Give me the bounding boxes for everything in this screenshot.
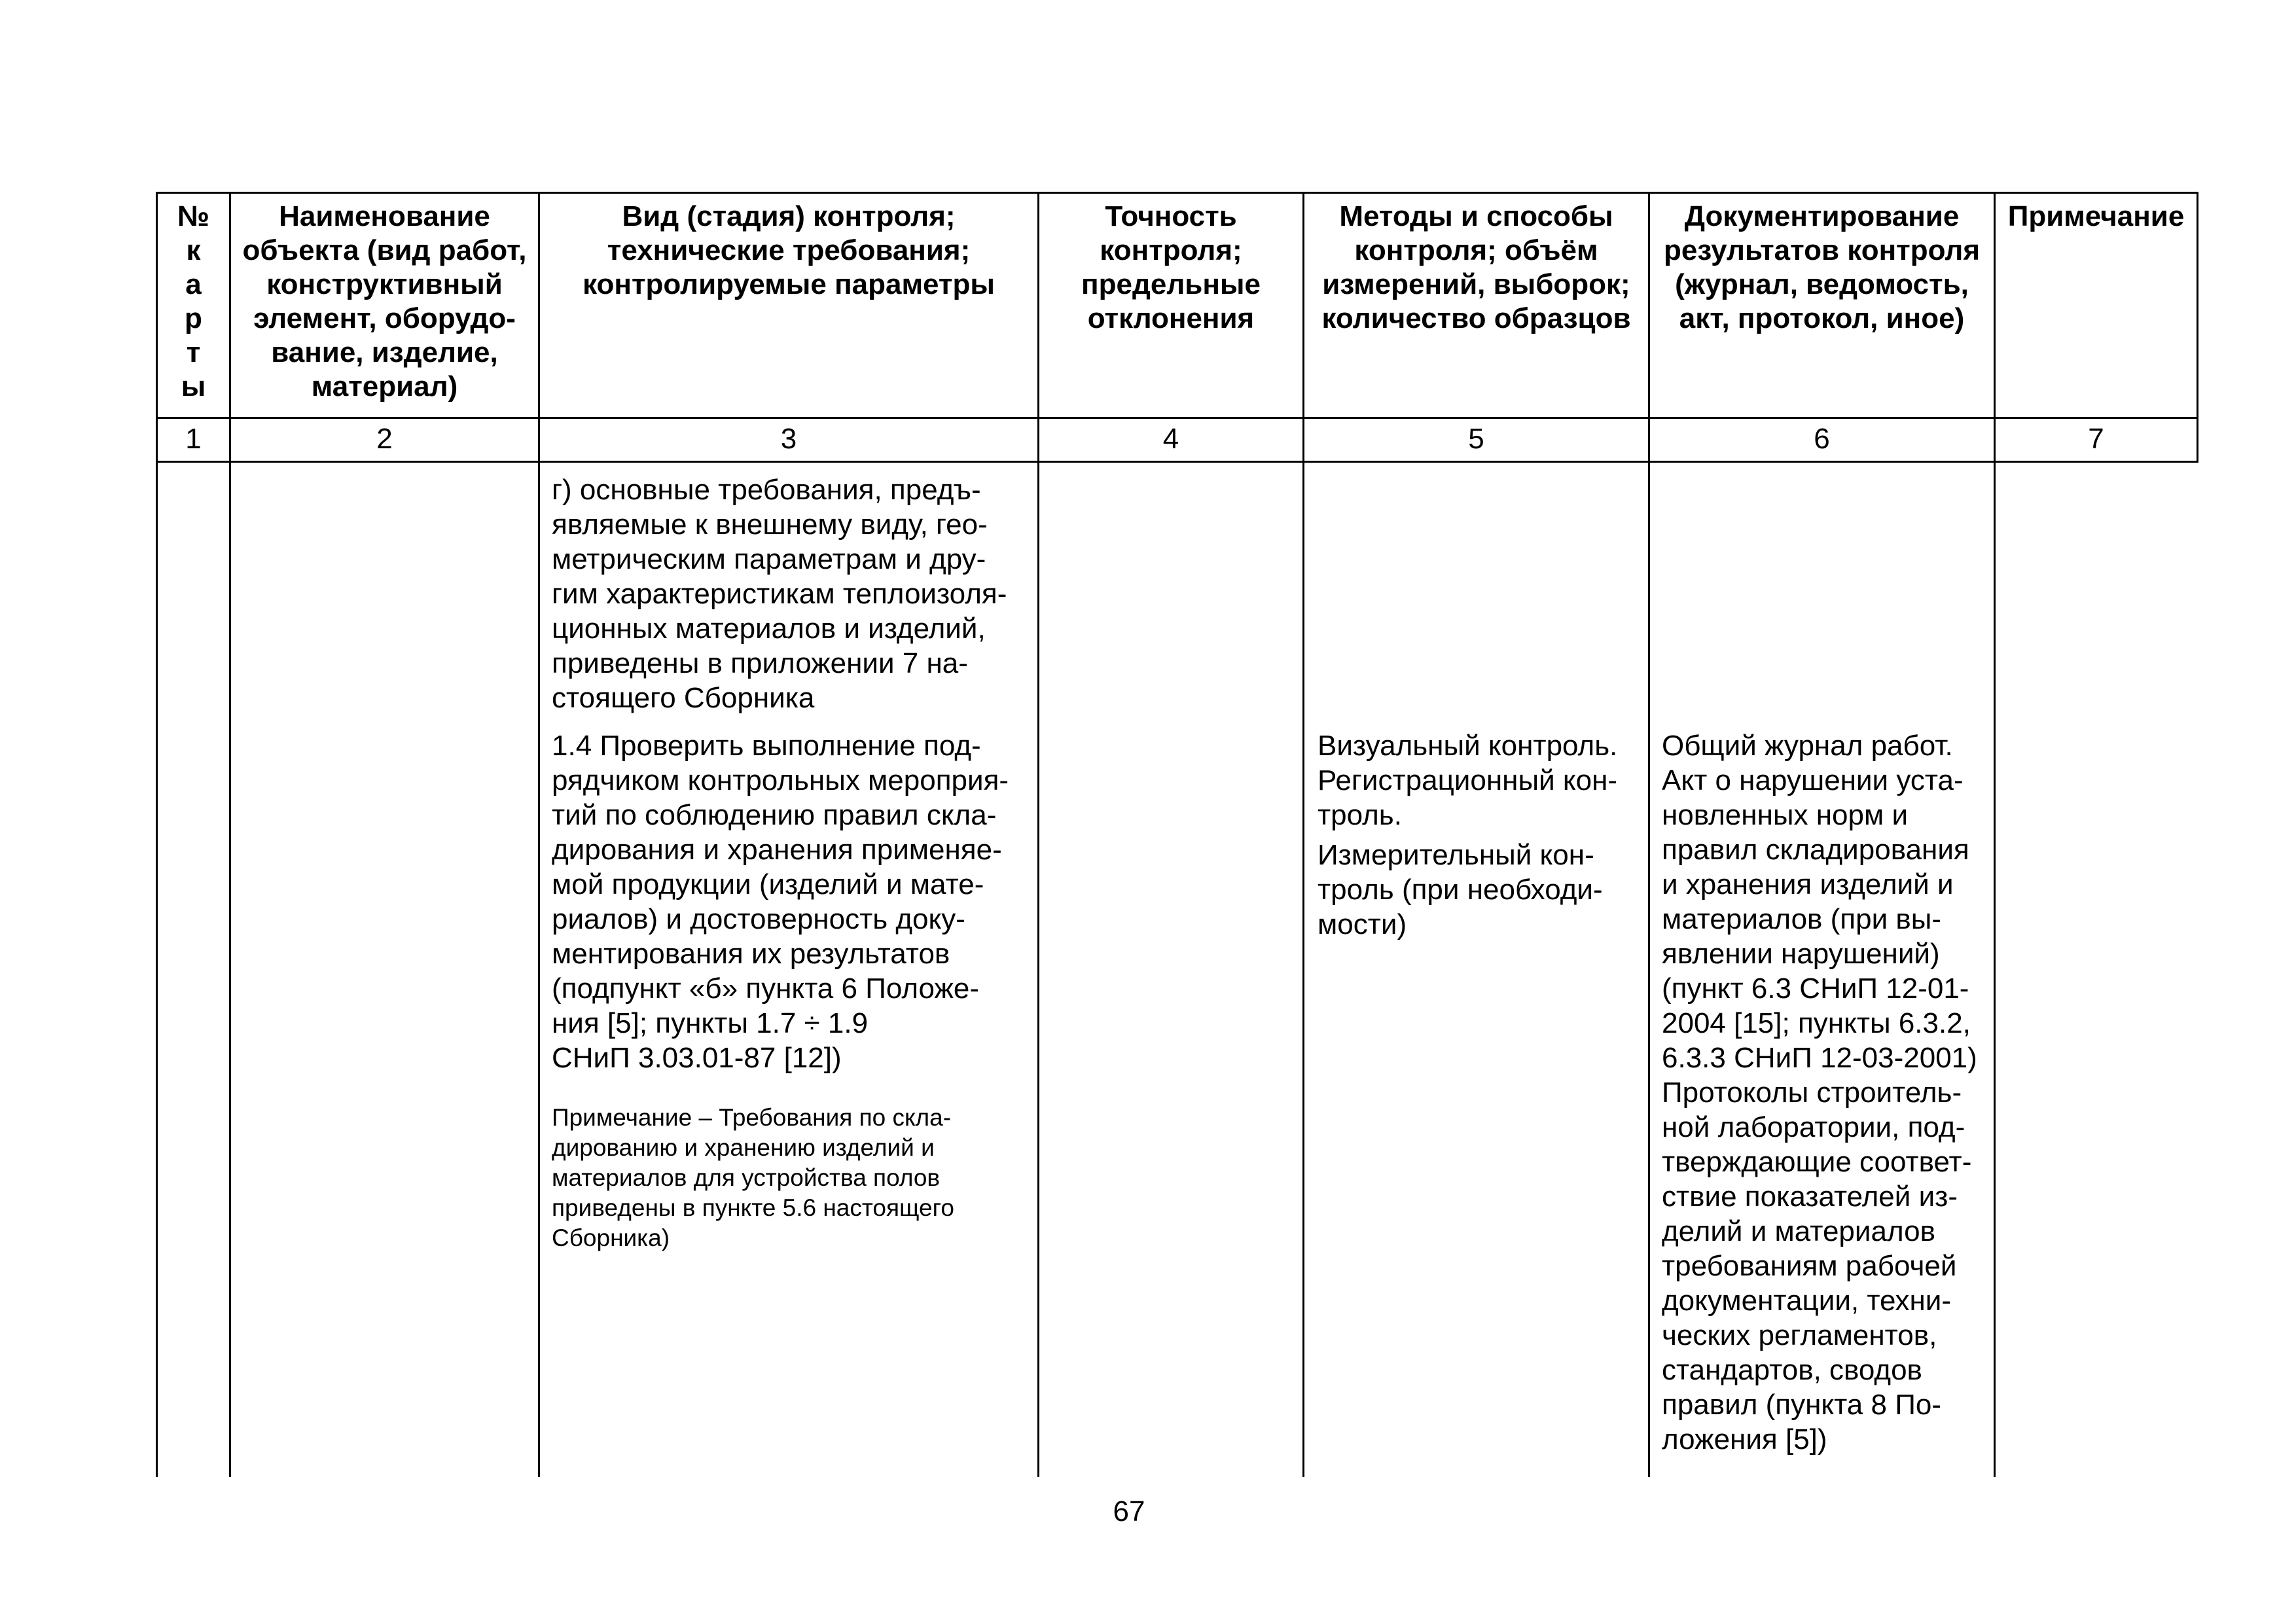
col6-line: делий и материалов	[1662, 1215, 1935, 1247]
col3-line: 1.4 Проверить выполнение под-	[552, 730, 981, 762]
col3-note-line: приведены в пункте 5.6 настоящего	[552, 1194, 954, 1221]
col6-line: ствие показателей из-	[1662, 1181, 1958, 1213]
column-number-7: 7	[2088, 423, 2104, 455]
header-col-documentation: Документирование результатов контроля (журнал, ведомость, акт, протокол, иное)	[1663, 200, 1980, 334]
col5-line: троль.	[1318, 799, 1402, 831]
col-border-right	[2197, 193, 2198, 461]
col6-line: явлении нарушений)	[1662, 938, 1940, 970]
header-col-methods: Методы и способы контроля; объём измерений, выборок; количество образцов	[1321, 200, 1631, 334]
col3-line: ния [5]; пункты 1.7 ÷ 1.9	[552, 1007, 869, 1039]
col3-note-line: Сборника)	[552, 1224, 670, 1251]
column-number-3: 3	[780, 423, 797, 455]
column-number-6: 6	[1814, 423, 1830, 455]
col5-methods-block	[1318, 728, 1645, 942]
col3-note-block	[552, 1103, 1030, 1253]
col6-line: требованиям рабочей	[1662, 1250, 1957, 1282]
col-border-2-3	[538, 193, 540, 1477]
header-col-accuracy: Точность контроля; предельные отклонения	[1081, 200, 1261, 334]
col-border-4-5	[1302, 193, 1304, 1477]
col5-line: троль (при необходи-	[1318, 874, 1603, 906]
col3-note-line: дированию и хранению изделий и	[552, 1134, 935, 1161]
col6-line: 2004 [15]; пункты 6.3.2,	[1662, 1007, 1971, 1039]
col6-line: ческих регламентов,	[1662, 1319, 1937, 1351]
col6-line: Акт о нарушении уста-	[1662, 764, 1964, 796]
col3-line: рядчиком контрольных мероприя-	[552, 764, 1009, 796]
col6-line: правил (пункта 8 По-	[1662, 1389, 1941, 1421]
col5-line: Измерительный кон-	[1318, 839, 1594, 871]
col6-line: новленных норм и	[1662, 799, 1909, 831]
col3-note-line: материалов для устройства полов	[552, 1164, 941, 1191]
col3-line: стоящего Сборника	[552, 682, 815, 714]
numbers-row-bottom-border	[156, 461, 2198, 463]
col3-line: приведены в приложении 7 на-	[552, 647, 968, 679]
col6-line: документации, техни-	[1662, 1285, 1952, 1317]
col3-line: тий по соблюдению правил скла-	[552, 799, 997, 831]
col6-line: материалов (при вы-	[1662, 903, 1942, 935]
col5-line: мости)	[1318, 908, 1407, 940]
col6-line: ной лаборатории, под-	[1662, 1111, 1965, 1143]
col3-line: ментирования их результатов	[552, 938, 950, 970]
col6-line: Протоколы строитель-	[1662, 1077, 1962, 1109]
col3-requirements-block	[552, 473, 1030, 715]
col6-line: (пункт 6.3 СНиП 12-01-	[1662, 972, 1969, 1005]
col6-line: ложения [5])	[1662, 1423, 1827, 1455]
col6-line: тверждающие соответ-	[1662, 1146, 1972, 1178]
col3-line: (подпункт «б» пункта 6 Положе-	[552, 972, 980, 1005]
col6-line: и хранения изделий и	[1662, 868, 1954, 901]
col-border-3-4	[1037, 193, 1039, 1477]
header-bottom-border	[156, 417, 2198, 419]
col3-line: г) основные требования, предъ-	[552, 474, 981, 506]
column-number-1: 1	[185, 423, 202, 455]
col3-line: ционных материалов и изделий,	[552, 613, 986, 645]
col3-line: СНиП 3.03.01-87 [12])	[552, 1042, 842, 1074]
col-border-6-7	[1994, 193, 1996, 1477]
col6-documentation-block	[1662, 728, 1992, 1457]
col3-line: мой продукции (изделий и мате-	[552, 868, 984, 901]
column-number-2: 2	[376, 423, 393, 455]
col5-line: Визуальный контроль.	[1318, 730, 1618, 762]
header-col-card-number: № к а р т ы	[177, 200, 210, 402]
header-col-object-name: Наименование объекта (вид работ, конструктивный элемент, оборудо- вание, изделие, материал)	[242, 200, 527, 402]
page-number: 67	[1113, 1495, 1145, 1527]
col3-line: риалов) и достоверность доку-	[552, 903, 965, 935]
col5-line: Регистрационный кон-	[1318, 764, 1618, 796]
col6-line: 6.3.3 СНиП 12-03-2001)	[1662, 1042, 1977, 1074]
col3-note-line: Примечание – Требования по скла-	[552, 1104, 952, 1131]
col6-line: Общий журнал работ.	[1662, 730, 1953, 762]
col3-line: метрическим параметрам и дру-	[552, 543, 986, 575]
header-col-note: Примечание	[2007, 200, 2185, 232]
col-border-5-6	[1648, 193, 1650, 1477]
col3-line: гим характеристикам теплоизоля-	[552, 578, 1007, 610]
column-number-4: 4	[1162, 423, 1179, 455]
col6-line: правил складирования	[1662, 834, 1969, 866]
column-number-5: 5	[1468, 423, 1484, 455]
col3-check-block	[552, 728, 1030, 1075]
table-top-border	[156, 192, 2198, 194]
header-col-control-type: Вид (стадия) контроля; технические требования; контролируемые параметры	[583, 200, 995, 300]
col6-line: стандартов, сводов	[1662, 1354, 1922, 1386]
col3-line: дирования и хранения применяе-	[552, 834, 1002, 866]
col3-line: являемые к внешнему виду, гео-	[552, 508, 988, 541]
